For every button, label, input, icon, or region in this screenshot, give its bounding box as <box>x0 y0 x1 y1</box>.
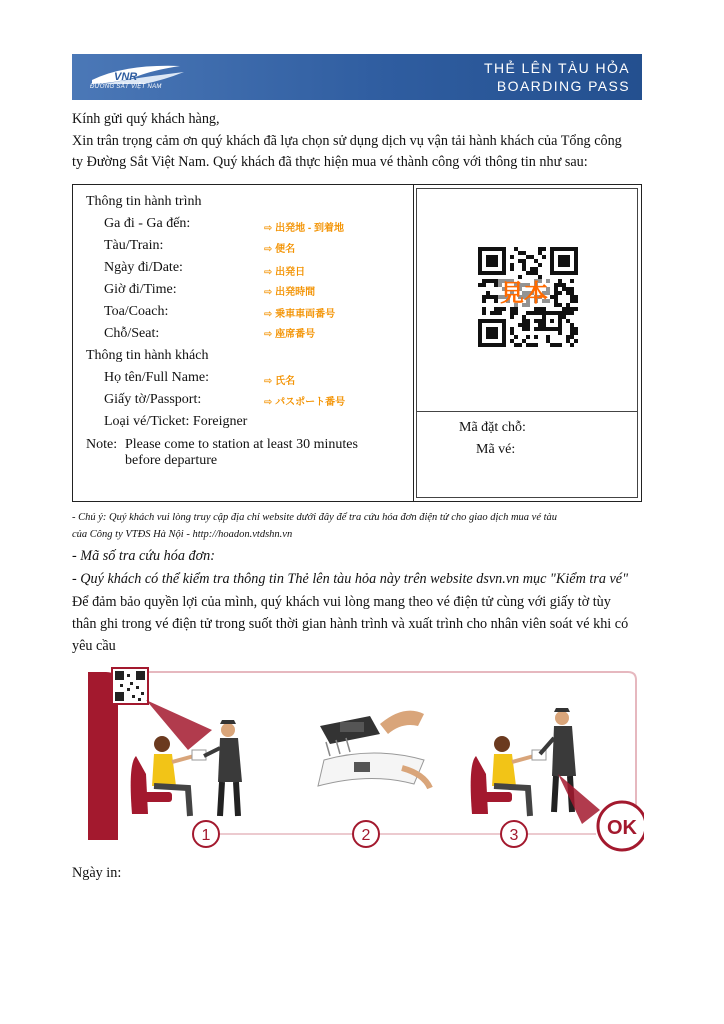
note-prefix: Note: <box>86 437 118 452</box>
step-3-number: 3 <box>509 827 519 844</box>
svg-text:VNR: VNR <box>114 71 138 83</box>
ok-text: OK <box>607 817 637 839</box>
vnr-logo-icon <box>84 60 194 96</box>
passenger-value-passport: ⇨ パスポート番号 <box>264 397 346 408</box>
trip-value-time: ⇨ 出発時間 <box>264 287 316 298</box>
passenger-ticket-type: Loại vé/Ticket: Foreigner <box>104 414 248 429</box>
booking-code-label: Mã đặt chỗ: <box>459 420 526 435</box>
note-line-1: Please come to station at least 30 minutes <box>125 437 358 452</box>
step-1-number: 1 <box>201 827 211 844</box>
greeting: Kính gửi quý khách hàng, <box>72 111 220 127</box>
passenger-label-name: Họ tên/Full Name: <box>104 370 209 385</box>
trip-value-route: ⇨ 出発地 - 到着地 <box>264 223 345 234</box>
trip-label-route: Ga đi - Ga đến: <box>104 216 191 231</box>
advice-line-1: Để đảm bảo quyền lợi của mình, quý khách vui lòng mang theo vé điện tử cùng với giấy tờ tùy <box>72 594 611 610</box>
invoice-code-label: - Mã số tra cứu hóa đơn: <box>72 548 215 564</box>
trip-section-title: Thông tin hành trình <box>86 194 202 209</box>
passenger-value-name: ⇨ 氏名 <box>264 376 296 387</box>
trip-value-coach: ⇨ 乗車車両番号 <box>264 309 336 320</box>
passenger-label-passport: Giấy tờ/Passport: <box>104 392 202 407</box>
banner-title-en: BOARDING PASS <box>496 78 630 94</box>
scene-3 <box>471 708 576 816</box>
invoice-note-line-1: - Chú ý: Quý khách vui lòng truy cập địa chỉ website dưới đây để tra cứu hóa đơn điện tử cho giao dịch mua vé tàu <box>72 512 558 523</box>
intro-line-1: Xin trân trọng cảm ơn quý khách đã lựa chọn sử dụng dịch vụ vận tải hành khách của Tổng công <box>72 133 622 149</box>
banner-title-vi: THẺ LÊN TÀU HỎA <box>484 60 630 76</box>
print-date-label: Ngày in: <box>72 865 122 881</box>
trip-label-time: Giờ đi/Time: <box>104 282 177 297</box>
invoice-note-line-2: của Công ty VTĐS Hà Nội - http://hoadon.vtdshn.vn <box>72 529 293 540</box>
ticket-code-label: Mã vé: <box>476 442 516 457</box>
advice-line-2: thân ghi trong vé điện tử trong suốt thời gian hành trình và xuất trình cho nhân viên soát vé khi có <box>72 616 629 632</box>
sample-watermark: 見本 <box>500 279 548 307</box>
trip-label-seat: Chỗ/Seat: <box>104 326 160 341</box>
advice-line-3: yêu cầu <box>72 638 116 654</box>
ticket-divider <box>413 184 414 502</box>
check-ticket-info: - Quý khách có thể kiểm tra thông tin Thẻ lên tàu hỏa này trên website dsvn.vn mục "Kiểm tra vé" <box>72 571 629 587</box>
trip-label-train: Tàu/Train: <box>104 238 164 253</box>
trip-label-coach: Toa/Coach: <box>104 304 169 319</box>
trip-value-train: ⇨ 便名 <box>264 244 296 255</box>
header-banner <box>72 54 642 100</box>
qr-panel-divider <box>416 411 638 412</box>
step-2-number: 2 <box>361 827 371 844</box>
note-line-2: before departure <box>125 453 218 468</box>
boarding-steps-illustration <box>84 664 644 854</box>
scene-2 <box>318 711 430 788</box>
trip-value-seat: ⇨ 座席番号 <box>264 329 316 340</box>
trip-value-date: ⇨ 出発日 <box>264 267 306 278</box>
trip-label-date: Ngày đi/Date: <box>104 260 183 275</box>
intro-line-2: ty Đường Sắt Việt Nam. Quý khách đã thực hiện mua vé thành công với thông tin như sau: <box>72 154 588 170</box>
logo-text: ĐƯỜNG SẮT VIỆT NAM <box>90 84 162 90</box>
passenger-section-title: Thông tin hành khách <box>86 348 209 363</box>
